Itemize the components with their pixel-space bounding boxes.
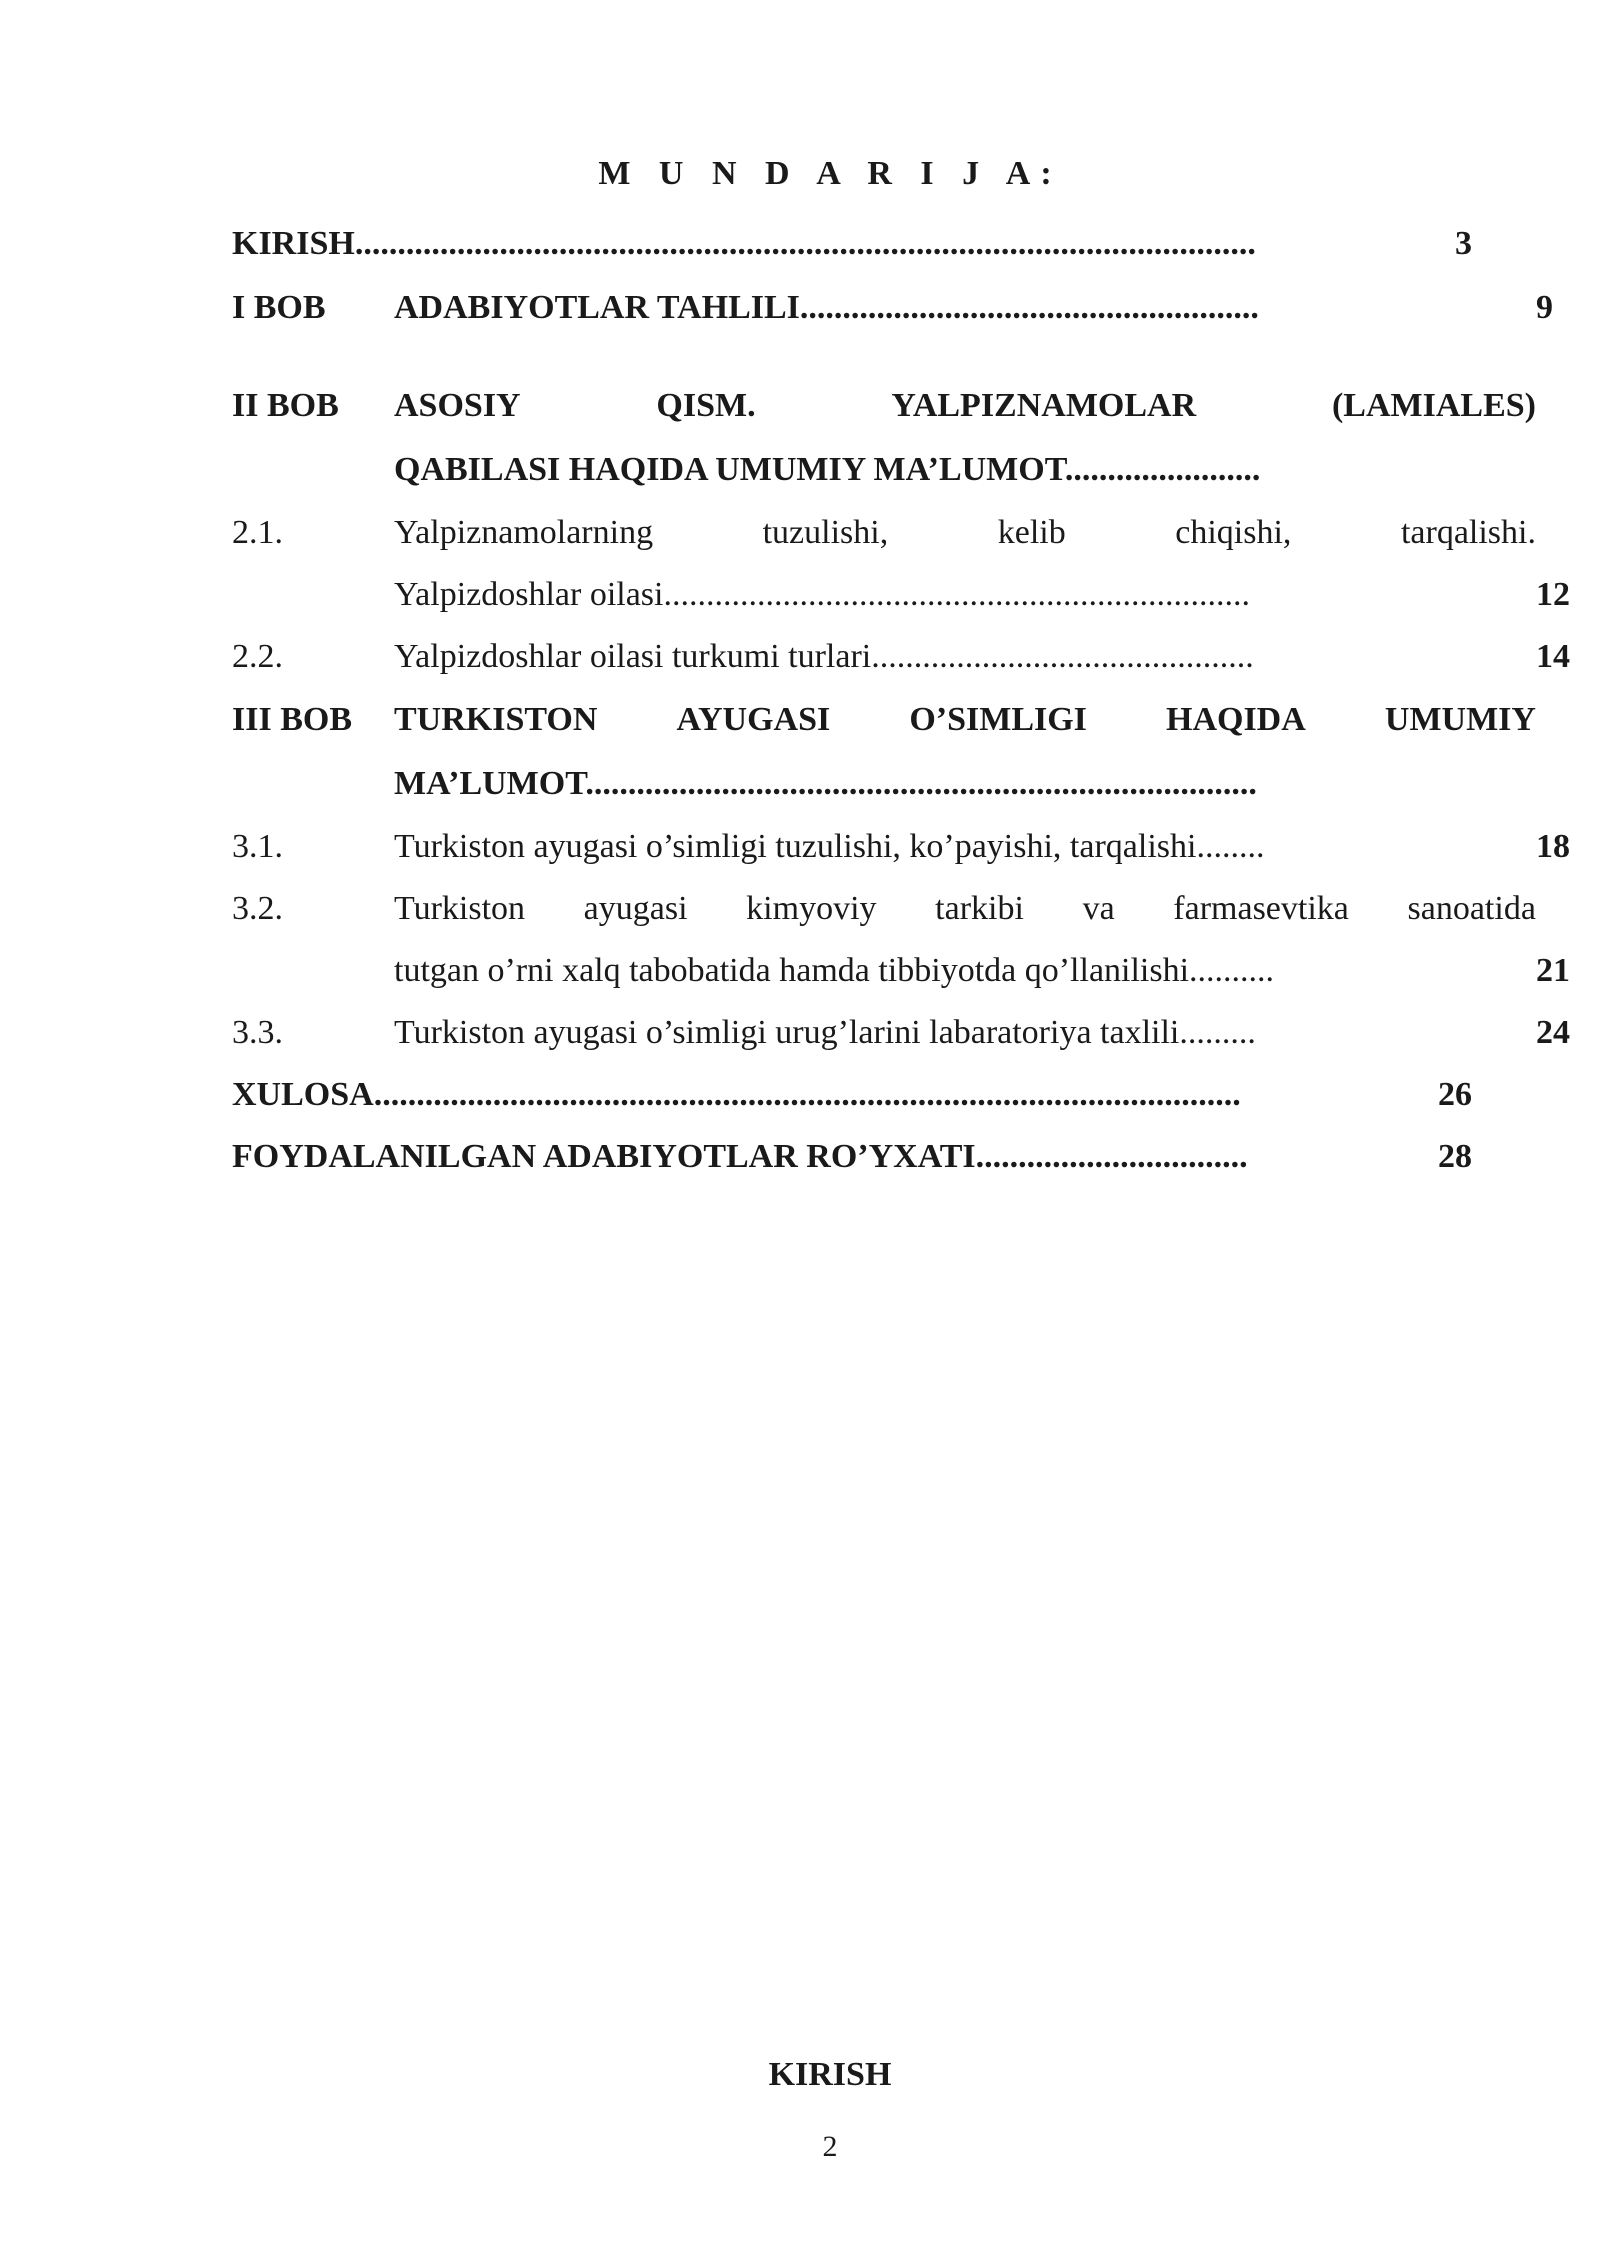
toc-word: UMUMIY bbox=[1384, 701, 1536, 738]
toc-entry-text bbox=[394, 276, 1536, 340]
toc-entry-line: QABILASI HAQIDA UMUMIY MA’LUMOT....................... bbox=[394, 451, 1261, 488]
next-section-heading: KIRISH bbox=[768, 2056, 892, 2093]
toc-page-number: 28 bbox=[1438, 1138, 1472, 1175]
toc-entry-iii-bob[interactable] bbox=[232, 688, 1536, 816]
toc-word: YALPIZNAMOLAR bbox=[891, 387, 1197, 424]
toc-entry-line: XULOSA...................................................................................................... bbox=[232, 1076, 1241, 1113]
toc-word: O’SIMLIGI bbox=[909, 701, 1087, 738]
toc-entry-line: ADABIYOTLAR TAHLILI...................................................... bbox=[394, 289, 1259, 326]
toc-page-number: 26 bbox=[1438, 1076, 1472, 1113]
toc-entry-3-2[interactable] bbox=[232, 878, 1570, 1002]
toc-word: tuzulishi, bbox=[762, 514, 889, 551]
toc-entry-line: tutgan o’rni xalq tabobatida hamda tibbiyotda qo’llanilishi.......... bbox=[394, 952, 1275, 989]
toc-entry-ii-bob[interactable] bbox=[232, 374, 1536, 502]
toc-word: va bbox=[1082, 890, 1115, 927]
toc-entry-references[interactable] bbox=[232, 1126, 1472, 1188]
toc-entry-text bbox=[232, 212, 1374, 276]
toc-page-number: 12 bbox=[1536, 576, 1570, 613]
toc-word: kelib bbox=[997, 514, 1066, 551]
toc-entry-text bbox=[394, 878, 1536, 1002]
toc-entry-2-2[interactable] bbox=[232, 626, 1570, 688]
toc-word: Turkiston bbox=[394, 890, 526, 927]
toc-entry-text bbox=[232, 1126, 1374, 1188]
toc-entry-text bbox=[232, 1064, 1374, 1126]
toc-entry-line: Turkiston ayugasi o’simligi urug’larini labaratoriya taxlili......... bbox=[394, 1014, 1256, 1051]
toc-entry-line: FOYDALANILGAN ADABIYOTLAR RO’YXATI................................ bbox=[232, 1138, 1248, 1175]
toc-entry-number: 2.2. bbox=[232, 638, 283, 675]
toc-entry-number: 3.2. bbox=[232, 890, 283, 927]
toc-entry-number: 3.1. bbox=[232, 828, 283, 865]
toc-entry-kirish[interactable] bbox=[232, 212, 1472, 276]
section-gap bbox=[232, 340, 1472, 374]
toc-page-number: 21 bbox=[1536, 952, 1570, 989]
toc-entry-line: Turkiston ayugasi o’simligi tuzulishi, ko’payishi, tarqalishi........ bbox=[394, 828, 1265, 865]
toc-entry-line bbox=[394, 502, 1536, 564]
page-number: 2 bbox=[822, 2130, 838, 2163]
toc-entry-line bbox=[394, 374, 1536, 438]
toc-entry-text bbox=[394, 502, 1536, 626]
toc-entry-line: MA’LUMOT............................................................................... bbox=[394, 765, 1257, 802]
toc-word: QISM. bbox=[656, 387, 756, 424]
toc-word: HAQIDA bbox=[1166, 701, 1306, 738]
toc-entry-text bbox=[394, 374, 1536, 502]
toc-word: chiqishi, bbox=[1175, 514, 1292, 551]
toc-page-number: 3 bbox=[1455, 225, 1472, 262]
toc-entry-text bbox=[394, 816, 1536, 878]
toc-word: tarqalishi. bbox=[1400, 514, 1536, 551]
toc-entry-number: 3.3. bbox=[232, 1014, 283, 1051]
toc-entry-number: 2.1. bbox=[232, 514, 283, 551]
toc-entry-number: III BOB bbox=[232, 701, 352, 738]
toc-word: AYUGASI bbox=[676, 701, 831, 738]
toc-word: tarkibi bbox=[935, 890, 1024, 927]
toc-entry-3-1[interactable] bbox=[232, 816, 1570, 878]
toc-entry-line: Yalpizdoshlar oilasi..................................................................... bbox=[394, 576, 1250, 613]
toc-word: sanoatida bbox=[1407, 890, 1536, 927]
toc-page-number: 18 bbox=[1536, 828, 1570, 865]
toc-page-number: 24 bbox=[1536, 1014, 1570, 1051]
toc-word: kimyoviy bbox=[746, 890, 877, 927]
toc-entry-line bbox=[394, 878, 1536, 940]
toc-entry-number: II BOB bbox=[232, 387, 339, 424]
toc-title: M U N D A R I J A: bbox=[598, 155, 1062, 192]
toc-entry-text bbox=[394, 688, 1536, 816]
toc-entry-2-1[interactable] bbox=[232, 502, 1570, 626]
toc-entry-number: I BOB bbox=[232, 289, 326, 326]
toc-word: Yalpiznamolarning bbox=[394, 514, 654, 551]
toc-word: TURKISTON bbox=[394, 701, 598, 738]
toc-entry-3-3[interactable] bbox=[232, 1002, 1570, 1064]
toc-entry-line: Yalpizdoshlar oilasi turkumi turlari............................................. bbox=[394, 638, 1254, 675]
toc-word: ASOSIY bbox=[394, 387, 521, 424]
toc-entry-text bbox=[394, 626, 1536, 688]
toc-word: (LAMIALES) bbox=[1331, 387, 1536, 424]
toc-word: ayugasi bbox=[583, 890, 688, 927]
table-of-contents bbox=[232, 212, 1570, 1188]
toc-entry-xulosa[interactable] bbox=[232, 1064, 1472, 1126]
toc-word: farmasevtika bbox=[1173, 890, 1349, 927]
toc-page-number: 14 bbox=[1536, 638, 1570, 675]
toc-entry-line: KIRISH.......................................................................................................... bbox=[232, 225, 1256, 262]
toc-entry-text bbox=[394, 1002, 1536, 1064]
toc-entry-i-bob[interactable] bbox=[232, 276, 1553, 340]
toc-page-number: 9 bbox=[1536, 289, 1553, 326]
toc-entry-line bbox=[394, 688, 1536, 752]
